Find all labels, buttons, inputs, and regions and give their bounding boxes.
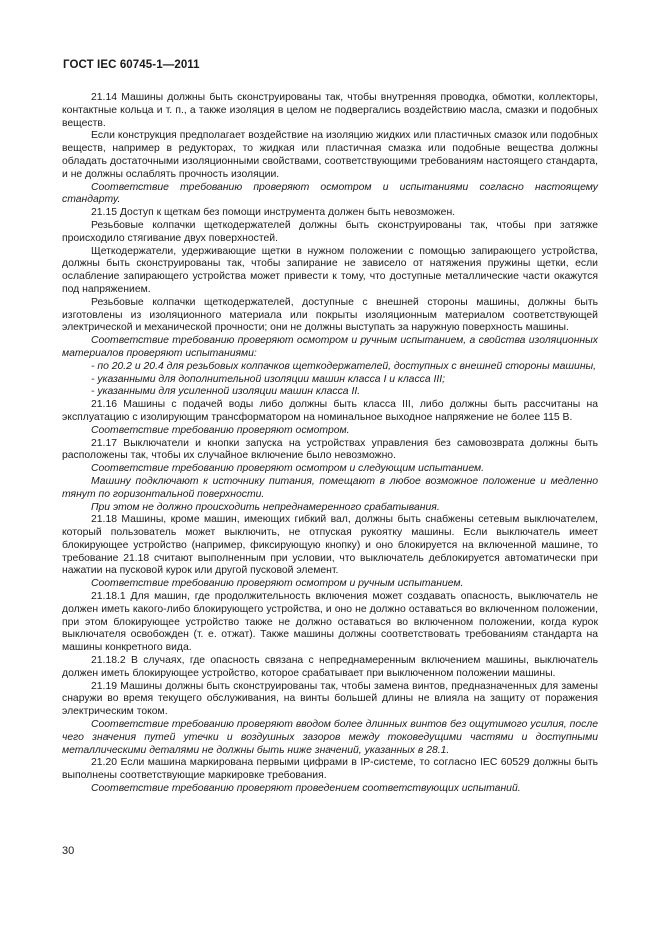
paragraph: 21.18.1 Для машин, где продолжительность включения может создавать опасность, выключатель не должен иметь какого-либо блокирующего устройства, и оно не должно оставаться во включенном положении, при этом блокирующее устройство также не должно оставаться во включенном положении, когда курок выключателя освобожден (т. е. отжат). Также машины должны соответствовать требованиям стандарта на машины конкретного вида.	[62, 591, 598, 654]
paragraph: Резьбовые колпачки щеткодержателей должны быть сконструированы так, чтобы при затяжке происходило стягивание двух поверхностей.	[62, 219, 598, 244]
compliance-paragraph: Соответствие требованию проверяют вводом более длинных винтов без ощутимого усилия, после чего значения путей утечки и воздушных зазоров между токоведущими частями и доступными металлическими деталями не должны быть ниже значений, указанных в 28.1.	[62, 719, 598, 756]
compliance-paragraph: Соответствие требованию проверяют осмотром.	[91, 424, 350, 436]
paragraph: 21.19 Машины должны быть сконструированы так, чтобы замена винтов, предназначенных для замены снаружи во время текущего обслуживания, на винты большей длины не влияла на защиту от поражения электрическим током.	[62, 680, 598, 718]
compliance-paragraph: Соответствие требованию проверяют осмотром и ручным испытанием, а свойства изоляционных материалов проверяют испытаниями:	[62, 335, 598, 359]
paragraph: 21.14 Машины должны быть сконструированы так, чтобы внутренняя проводка, обмотки, коллекторы, контактные кольца и т. п., а также изоляция в целом не подвергались воздействию масла, смазки и подобных веществ.	[62, 92, 598, 129]
paragraph: 21.18 Машины, кроме машин, имеющих гибкий вал, должны быть снабжены сетевым выключателем, который пользователь может выключить, не отпуская рукоятку машины. Если выключатель имеет блокирующее устройство (например, фиксирующую кнопку) и оно блокируется на включенной машине, то требование 21.18 считают выполненным при условии, что выключатель деблокируется автоматически при нажатии на пусковой курок или другой пусковой элемент.	[62, 514, 598, 577]
body-text	[62, 92, 598, 796]
test-paragraph: При этом не должно происходить непреднамеренного срабатывания.	[91, 501, 440, 513]
compliance-paragraph: Соответствие требованию проверяют осмотром и испытаниями согласно настоящему стандарту.	[62, 181, 598, 206]
paragraph: Если конструкция предполагает воздействие на изоляцию жидких или пластичных смазок или подобных веществ, например в редукторах, то жидкая или пластичная смазка или подобные вещества должны обладать достаточными изоляционными свойствами, соответствующими требованиям настоящего стандарта, и не должны ослаблять прочность изоляции.	[62, 130, 598, 180]
compliance-paragraph: Соответствие требованию проверяют осмотром и ручным испытанием.	[91, 578, 464, 590]
paragraph: 21.17 Выключатели и кнопки запуска на устройствах управления без самовозврата должны быть расположены так, чтобы их случайное включение было невозможно.	[62, 437, 598, 462]
paragraph: 21.20 Если машина маркирована первыми цифрами в IP-системе, то согласно IEC 60529 должны быть выполнены соответствующие маркировке требования.	[62, 757, 598, 782]
paragraph: 21.18.2 В случаях, где опасность связана с непреднамеренным включением машины, выключатель должен иметь блокирующее устройство, которое срабатывает при выключенном положении машины.	[62, 655, 598, 679]
paragraph: Резьбовые колпачки щеткодержателей, доступные с внешней стороны машины, должны быть изготовлены из изоляционного материала или покрыты изоляционным материалом соответствующей электрической и механической прочности; они не должны выступать за наружную поверхность машины.	[62, 296, 598, 334]
compliance-paragraph: Соответствие требованию проверяют проведением соответствующих испытаний.	[91, 783, 521, 795]
list-item: - указанными для дополнительной изоляции машин класса I и класса III;	[91, 373, 446, 385]
paragraph: 21.16 Машины с подачей воды либо должны быть класса III, либо должны быть рассчитаны на эксплуатацию с изолирующим трансформатором на номинальное выходное напряжение не более 115 В.	[62, 399, 598, 423]
list-item: - указанными для усиленной изоляции машин класса II.	[91, 386, 361, 398]
standard-header: ГОСТ IEC 60745-1—2011	[63, 59, 200, 71]
page-number: 30	[62, 845, 75, 857]
compliance-paragraph: Соответствие требованию проверяют осмотром и следующим испытанием.	[91, 463, 484, 475]
test-paragraph: Машину подключают к источнику питания, помещают в любое возможное положение и медленно тянут по горизонтальной поверхности.	[62, 475, 598, 500]
paragraph: Щеткодержатели, удерживающие щетки в нужном положении с помощью запирающего устройства, должны быть сконструированы так, чтобы запирание не зависело от натяжения пружины щетки, если ослабление запирающего устройства может привести к тому, что доступные металлические части окажутся под напряжением.	[62, 245, 598, 295]
paragraph: 21.15 Доступ к щеткам без помощи инструмента должен быть невозможен.	[91, 207, 456, 219]
list-item: - по 20.2 и 20.4 для резьбовых колпачков щеткодержателей, доступных с внешней стороны машины,	[91, 360, 597, 372]
